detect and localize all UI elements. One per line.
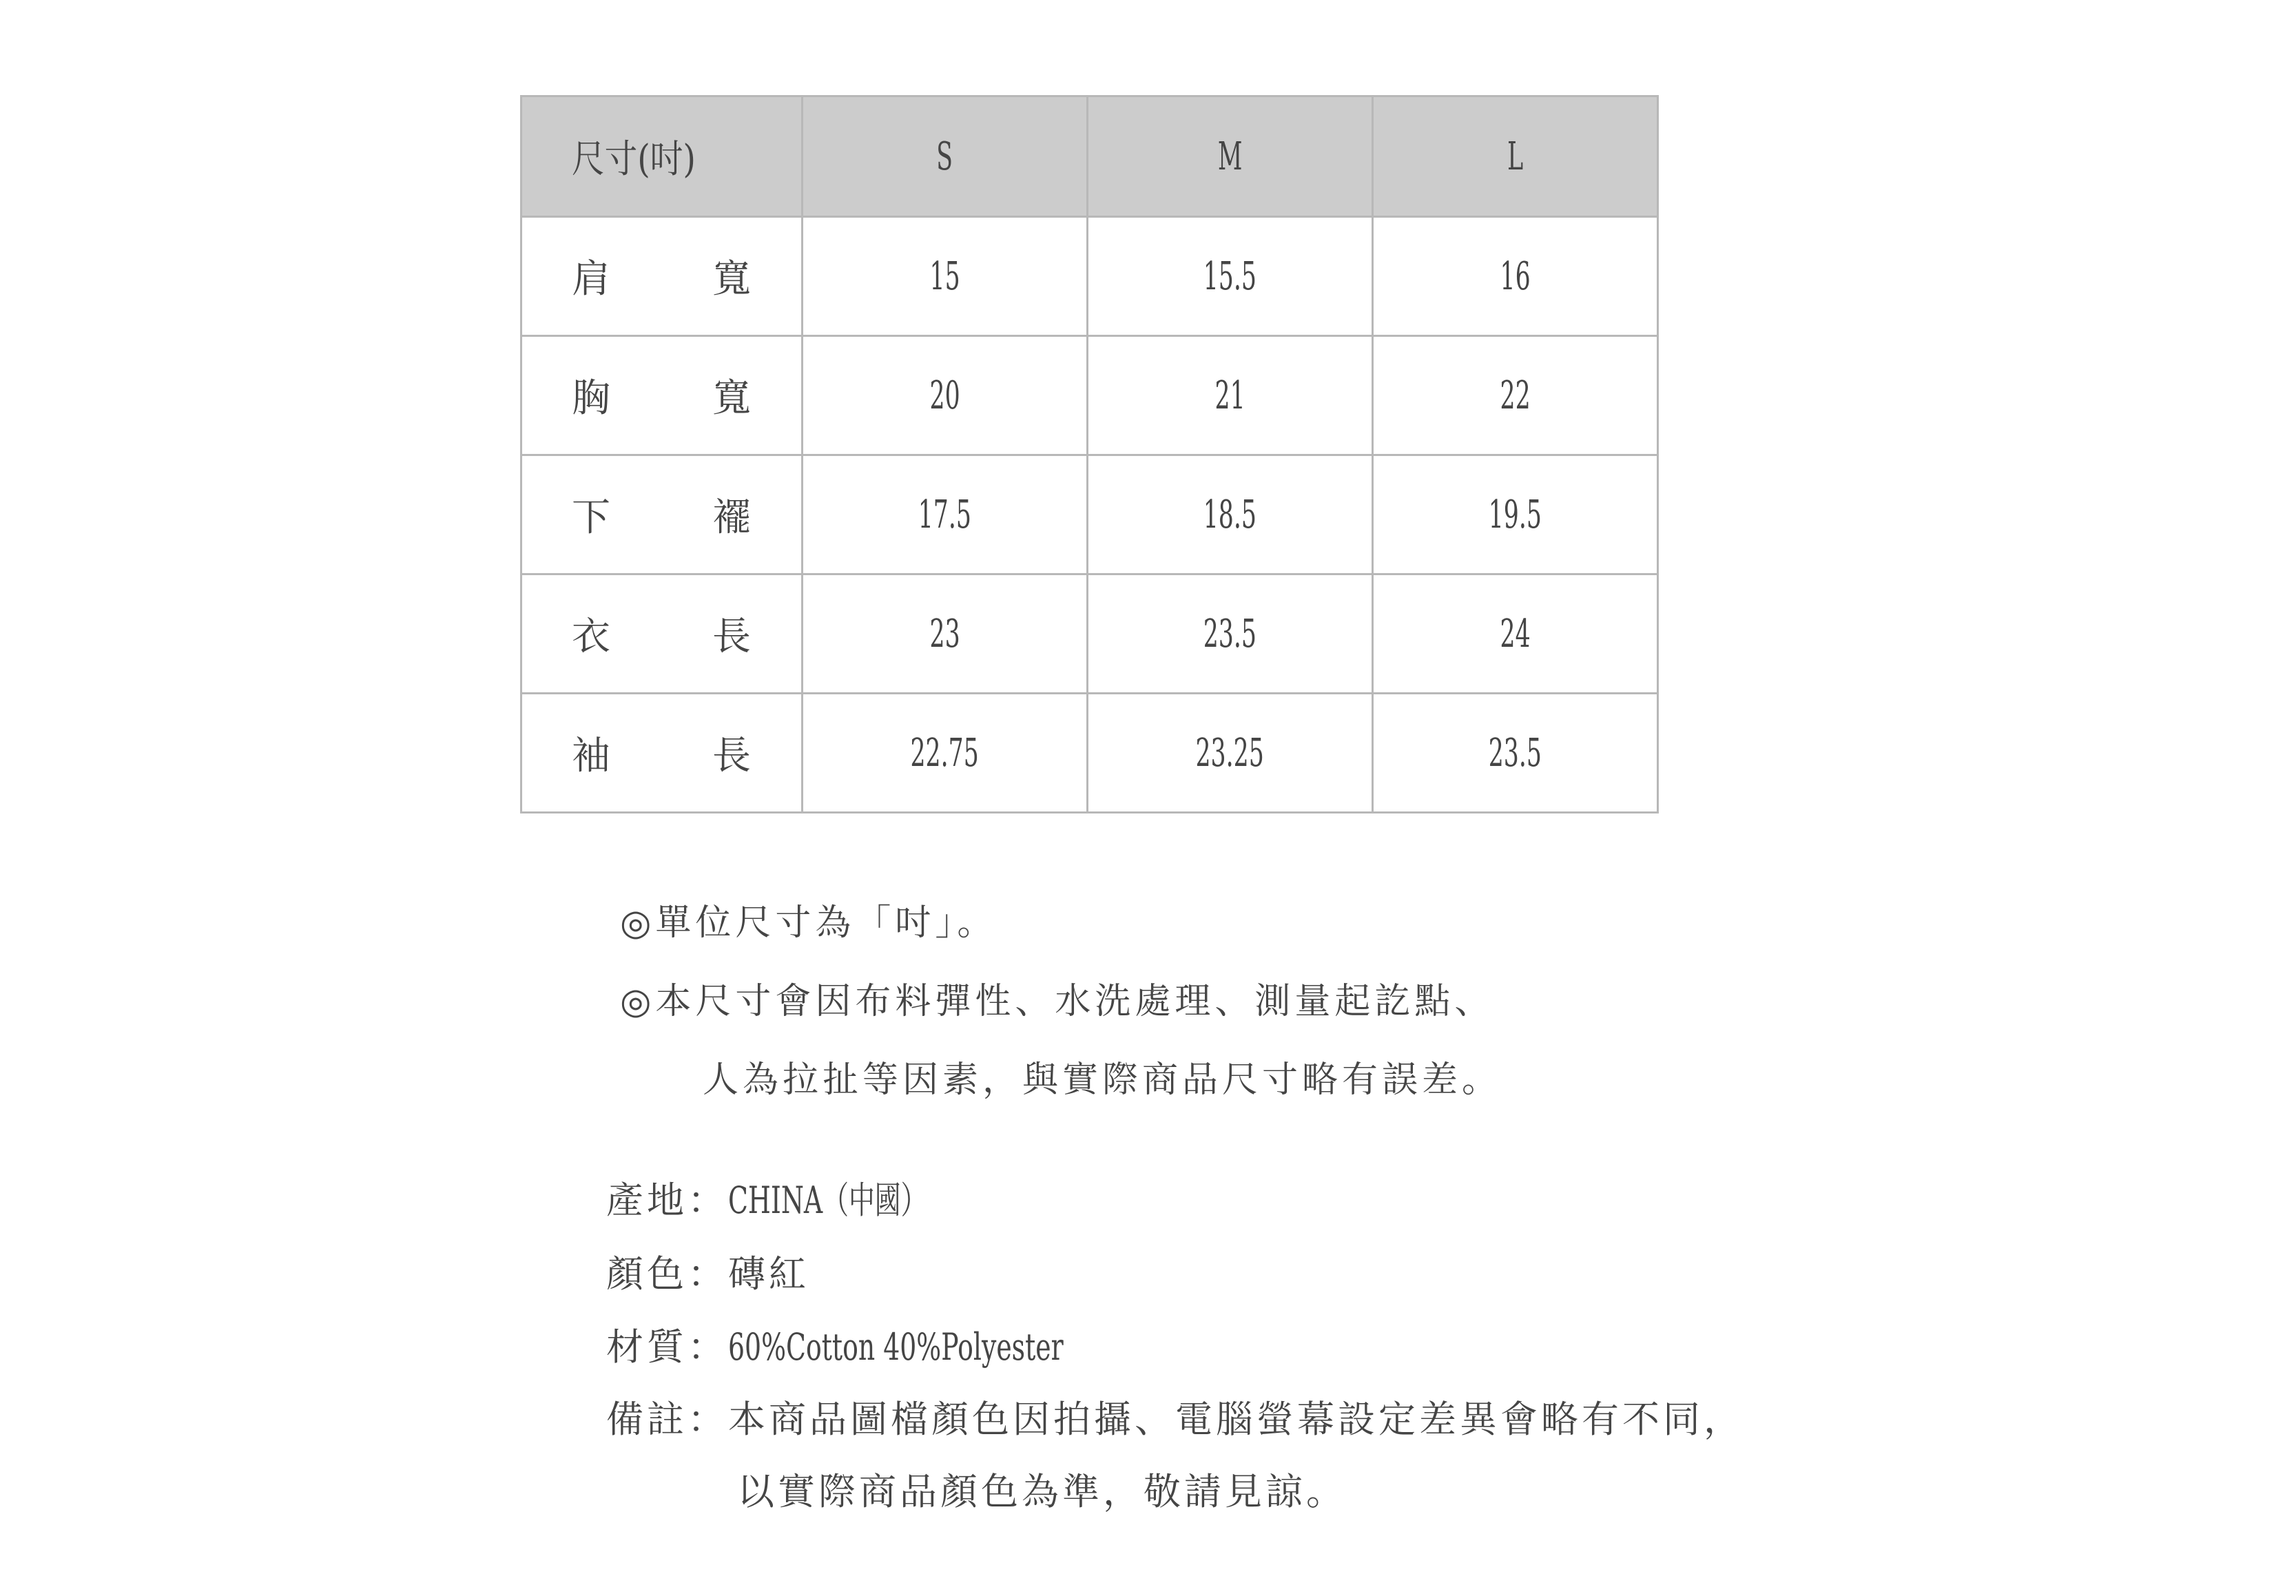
row-label: 下 襬	[521, 455, 803, 574]
cell-l: 22	[1373, 336, 1658, 455]
header-size-l: L	[1373, 96, 1658, 217]
row-label: 衣 長	[521, 574, 803, 694]
row-label: 肩 寬	[521, 217, 803, 336]
cell-m: 15.5	[1088, 217, 1373, 336]
header-size-m: M	[1088, 96, 1373, 217]
cell-s: 15	[803, 217, 1088, 336]
info-remark	[606, 1398, 1744, 1441]
header-size-s: S	[803, 96, 1088, 217]
info-origin-key: 產地：	[606, 1179, 728, 1222]
table-row	[521, 455, 1658, 574]
row-label: 袖 長	[521, 694, 803, 813]
size-chart-table	[520, 95, 1659, 813]
info-material	[606, 1325, 1207, 1369]
cell-s: 23	[803, 574, 1088, 694]
table-row	[521, 574, 1658, 694]
table-row	[521, 694, 1658, 813]
cell-l: 19.5	[1373, 455, 1658, 574]
cell-l: 24	[1373, 574, 1658, 694]
info-material-value: 60%Cotton 40%Polyester	[728, 1325, 1064, 1369]
info-remark-key: 備註：	[606, 1398, 728, 1441]
table-row	[521, 217, 1658, 336]
info-color	[606, 1252, 809, 1296]
info-color-key: 顏色：	[606, 1252, 728, 1296]
row-label: 胸 寬	[521, 336, 803, 455]
info-remark-cont: 以實際商品顏色為準，敬請見諒。	[737, 1470, 1347, 1513]
info-origin	[606, 1179, 1012, 1222]
note-variance-cont: 人為拉扯等因素，與實際商品尺寸略有誤差。	[703, 1059, 1502, 1101]
cell-l: 16	[1373, 217, 1658, 336]
cell-m: 23.25	[1088, 694, 1373, 813]
header-size-unit: 尺寸(吋)	[521, 96, 803, 217]
cell-s: 22.75	[803, 694, 1088, 813]
info-material-key: 材質：	[606, 1325, 728, 1369]
table-header-row	[521, 96, 1658, 217]
cell-l: 23.5	[1373, 694, 1658, 813]
table-row	[521, 336, 1658, 455]
info-origin-value: CHINA（中國）	[728, 1179, 927, 1222]
info-remark-value: 本商品圖檔顏色因拍攝、電腦螢幕設定差異會略有不同，	[728, 1398, 1744, 1441]
cell-s: 17.5	[803, 455, 1088, 574]
cell-m: 18.5	[1088, 455, 1373, 574]
note-unit: ◎單位尺寸為「吋」。	[620, 902, 997, 944]
note-variance: ◎本尺寸會因布料彈性、水洗處理、測量起訖點、	[620, 981, 1495, 1022]
info-color-value: 磚紅	[728, 1252, 809, 1296]
cell-m: 23.5	[1088, 574, 1373, 694]
cell-m: 21	[1088, 336, 1373, 455]
cell-s: 20	[803, 336, 1088, 455]
